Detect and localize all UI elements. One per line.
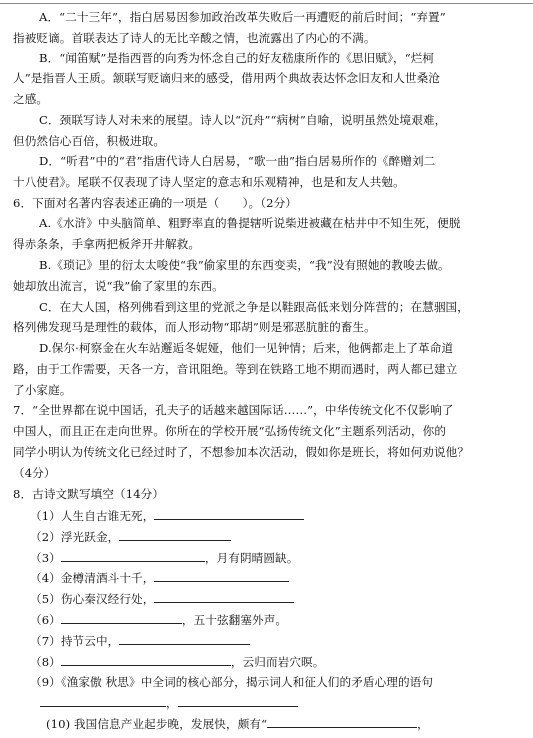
q5-option-b-line3: 之感。 bbox=[13, 92, 49, 106]
q6-option-a-line1: A.《水浒》中头脑简单、粗野率直的鲁提辖听说柴进被藏在枯井中不知生死，便脱 bbox=[39, 216, 461, 230]
fill-item-8-num: （8） bbox=[30, 655, 61, 669]
fill-item-3-num: （3） bbox=[30, 551, 61, 565]
fill-item-2-text: （2）浮光跃金， bbox=[30, 530, 120, 544]
q5-option-c-line1: C．颈联写诗人对未来的展望。诗人以“沉舟”“病树”自喻，说明虽然处境艰难， bbox=[39, 113, 447, 127]
answer-blank[interactable] bbox=[119, 531, 231, 541]
answer-blank[interactable] bbox=[61, 614, 182, 624]
fill-item-7-text: （7）持节云中， bbox=[30, 634, 120, 648]
q6-option-c-line2: 格列佛发现马是理性的载体，而人形动物“耶胡”则是邪恶肮脏的畜生。 bbox=[13, 320, 376, 334]
fill-item-5-text: （5）伤心秦汉经行处， bbox=[30, 592, 155, 606]
answer-blank[interactable] bbox=[154, 510, 304, 520]
answer-blank[interactable] bbox=[154, 572, 289, 582]
fill-item-6-num: （6） bbox=[30, 613, 61, 627]
q5-option-d-line2: 十八使君》。尾联不仅表现了诗人坚定的意志和乐观精神，也是和友人共勉。 bbox=[13, 175, 405, 189]
answer-blank[interactable] bbox=[154, 593, 294, 603]
q6-option-b-line2: 她却放出流言，说“我”偷了家里的东西。 bbox=[13, 279, 224, 293]
fill-item-10-line1 bbox=[46, 718, 429, 731]
q6-option-d-line2: 路，由于工作需要，天各一方，音讯阻绝。等到在铁路工地不期而遇时，两人都已建立 bbox=[13, 362, 458, 376]
q5-option-b-line1: B．“闻笛赋”是指西晋的向秀为怀念自己的好友嵇康所作的《思旧赋》，“烂柯 bbox=[39, 51, 435, 65]
fill-item-8-text: ，云归而岩穴暝。 bbox=[230, 655, 325, 669]
q8-stem: 8．古诗文默写填空（14分） bbox=[13, 487, 165, 501]
q6-option-a-line2: 得赤条条，手拿两把板斧开井解救。 bbox=[13, 237, 201, 251]
q7-stem-line2: 中国人，而且正在走向世界。你所在的学校开展“弘扬传统文化”主题系列活动，你的 bbox=[13, 424, 447, 438]
fill-item-9-line2 bbox=[40, 697, 298, 710]
q6-option-b-line1: B.《琐记》里的衍太太唆使“我”偷家里的东西变卖，“我”没有照她的教唆去做。 bbox=[39, 258, 450, 272]
q6-option-d-line3: 了小家庭。 bbox=[13, 383, 72, 397]
answer-blank[interactable] bbox=[119, 635, 250, 645]
fill-item-3 bbox=[30, 552, 298, 565]
q6-stem: 6．下面对名著内容表述正确的一项是（ ）。（2分） bbox=[13, 196, 298, 210]
fill-item-2 bbox=[30, 531, 231, 544]
fill-item-10-text: (10) 我国信息产业起步晚，发展快，颇有“ bbox=[46, 717, 268, 731]
q5-option-c-line2: 但仍然信心百倍，积极进取。 bbox=[13, 134, 166, 148]
fill-item-10-comma: ， bbox=[417, 717, 429, 731]
fill-item-9-comma: ， bbox=[166, 696, 178, 710]
answer-blank[interactable] bbox=[40, 697, 166, 707]
q7-stem-line3: 同学小明认为传统文化已经过时了，不想参加本次活动，假如你是班长，将如何劝说他？ bbox=[13, 445, 470, 459]
fill-item-4-text: （4）金樽清酒斗十千， bbox=[30, 571, 155, 585]
q6-option-c-line1: C．在大人国，格列佛看到这里的党派之争是以鞋跟高低来划分阵营的；在慧骃国， bbox=[39, 300, 469, 314]
q7-stem-line1: 7．“全世界都在说中国话，孔夫子的话越来越国际话……”，中华传统文化不仅影响了 bbox=[13, 403, 454, 417]
fill-item-5 bbox=[30, 593, 294, 606]
fill-item-4 bbox=[30, 572, 289, 585]
answer-blank[interactable] bbox=[61, 552, 205, 562]
answer-blank[interactable] bbox=[267, 718, 417, 728]
fill-item-3-text: ，月有阴晴圆缺。 bbox=[204, 551, 299, 565]
q5-option-b-line2: 人”是指晋人王质。颔联写贬谪归来的感受，借用两个典故表达怀念旧友和人世桑沧 bbox=[13, 71, 441, 85]
q7-points: （4分） bbox=[13, 466, 56, 480]
q5-option-d-line1: D．“听君”中的“君”指唐代诗人白居易，“歌一曲”指白居易所作的《醉赠刘二 bbox=[39, 154, 436, 168]
fill-item-1-text: （1）人生自古谁无死， bbox=[30, 509, 155, 523]
fill-item-6 bbox=[30, 614, 287, 627]
q5-option-a-line2: 指被贬谪。首联表达了诗人的无比辛酸之情，也流露出了内心的不满。 bbox=[13, 31, 376, 45]
answer-blank[interactable] bbox=[178, 697, 298, 707]
fill-item-6-text: ，五十弦翻塞外声。 bbox=[181, 613, 288, 627]
fill-item-8 bbox=[30, 656, 324, 669]
answer-blank[interactable] bbox=[61, 656, 231, 666]
fill-item-9-line1: （9）《渔家傲 秋思》中全词的核心部分，揭示词人和征人们的矛盾心理的语句 bbox=[30, 675, 434, 689]
fill-item-7 bbox=[30, 635, 250, 648]
q6-option-d-line1: D.保尔·柯察金在火车站邂逅冬妮娅，他们一见钟情；后来，他俩都走上了革命道 bbox=[39, 341, 454, 355]
header-divider bbox=[0, 3, 533, 4]
q5-option-a-line1: A．“二十三年”，指白居易因参加政治改革失败后一再遭贬的前后时间；“弃置” bbox=[39, 10, 446, 24]
fill-item-1 bbox=[30, 510, 304, 523]
